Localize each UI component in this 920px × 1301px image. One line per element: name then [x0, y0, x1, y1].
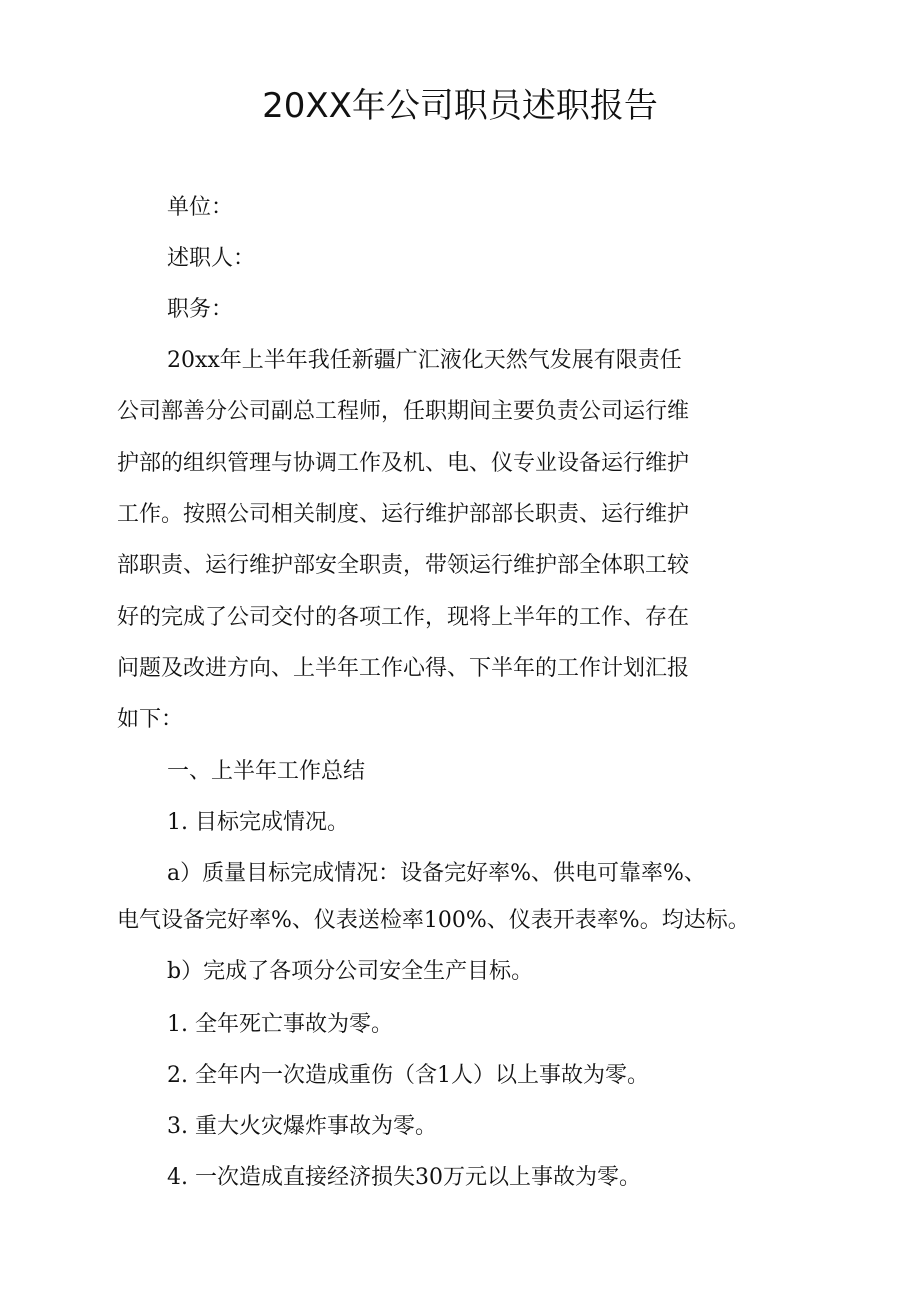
item-heading: 1. 目标完成情况。 — [167, 810, 349, 835]
field-unit: 单位： — [167, 195, 234, 220]
intro-line: 护部的组织管理与协调工作及机、电、仪专业设备运行维护 — [117, 451, 690, 476]
intro-line: 部职责、运行维护部安全职责，带领运行维护部全体职工较 — [117, 553, 690, 578]
document-title: 20XX年公司职员述职报告 — [262, 86, 658, 126]
intro-line: 公司鄯善分公司副总工程师，任职期间主要负责公司运行维 — [117, 399, 690, 424]
goal-item: 1. 全年死亡事故为零。 — [167, 1012, 393, 1037]
intro-line: 如下： — [117, 707, 184, 732]
item-a-line: 电气设备完好率%、仪表送检率100%、仪表开表率%。均达标。 — [117, 908, 750, 933]
intro-line: 20xx年上半年我任新疆广汇液化天然气发展有限责任 — [167, 348, 682, 373]
goal-item: 4. 一次造成直接经济损失30万元以上事故为零。 — [167, 1165, 641, 1190]
field-reporter: 述职人： — [167, 246, 256, 271]
field-position: 职务： — [167, 297, 234, 322]
goal-item: 2. 全年内一次造成重伤（含1人）以上事故为零。 — [167, 1063, 649, 1088]
intro-line: 问题及改进方向、上半年工作心得、下半年的工作计划汇报 — [117, 656, 690, 681]
intro-line: 好的完成了公司交付的各项工作，现将上半年的工作、存在 — [117, 605, 690, 630]
section-heading: 一、上半年工作总结 — [167, 759, 366, 784]
item-a-line: a）质量目标完成情况：设备完好率%、供电可靠率%、 — [167, 861, 706, 886]
goal-item: 3. 重大火灾爆炸事故为零。 — [167, 1114, 437, 1139]
intro-line: 工作。按照公司相关制度、运行维护部部长职责、运行维护 — [117, 502, 690, 527]
item-b: b）完成了各项分公司安全生产目标。 — [167, 959, 534, 984]
